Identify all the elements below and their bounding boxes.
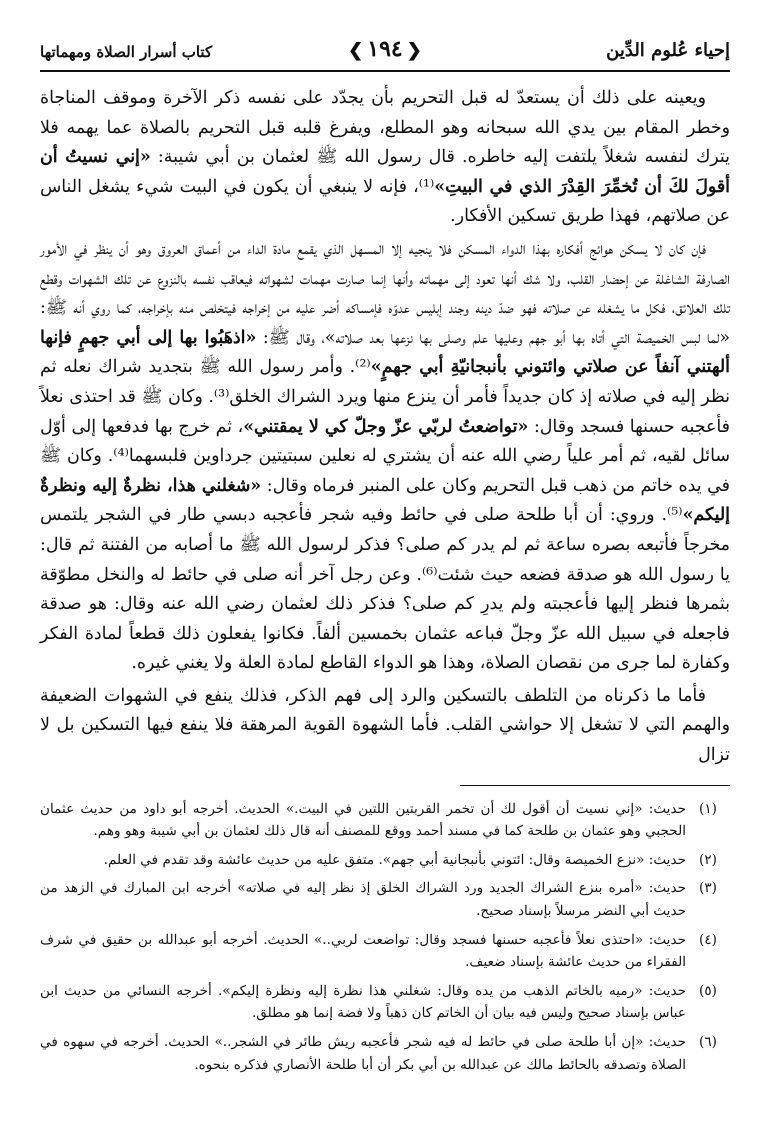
footnote-number: (١) bbox=[699, 800, 717, 817]
text-run: ، ثم خرج بها فدفعها إلى أوّل سائل لقيه، ثم أمر علياً رضي الله عنه أن يشتري له نعلين سبتيتين جرداوين فلبسهما⁽⁴⁾. وكان ﷺ في يده خاتم من ذهب قبل التحريم وكان على المنبر فرماه وقال: bbox=[40, 416, 730, 496]
footnote bbox=[40, 929, 730, 974]
footnote-text: حديث: «نزع الخميصة وقال: ائتوني بأنبجانية أبي جهم». متفق عليه من حديث عائشة وقد تقدم في العلم. bbox=[103, 851, 686, 868]
hadith-quote: «شغلني هذا، نظرةٌ إليه ونظرةٌ إليكم» bbox=[40, 475, 730, 526]
text-run: ⁽¹⁾، فإنه لا ينبغي أن يكون في البيت شيء يشغل الناس عن صلاتهم، فهذا طريق تسكين الأفكار. bbox=[40, 176, 730, 227]
main-text bbox=[40, 84, 730, 771]
paragraph bbox=[40, 235, 730, 679]
text-run: ⁽⁵⁾. وروي: أن أبا طلحة صلى في حائط وفيه شجر فأعجبه دبسي طار في الشجر يلتمس مخرجاً فأتبعه بصره ساعة ثم لم يدر كم صلى؟ فذكر لرسول الله ﷺ ما أصابه من الفتنة ثم قال: يا رسول الله هو صدقة فضعه حيث شئت⁽⁶⁾. وعن رجل آخر أنه صلى في حائط له والنخل مطوّقة بثمرها فنظر إليها فأعجبته ولم يدرِ كم صلى؟ فذكر ذلك لعثمان رضي الله عنه وقال: هو صدقة فاجعله في سبيل الله عزّ وجلّ فباعه عثمان بخمسين ألفاً. فكانوا يفعلون ذلك قطعاً لمادة الفكر وكفارة لما جرى من نقصان الصلاة، وهذا هو الدواء القاطع لمادة العلة ولا يغني غيره. bbox=[40, 505, 731, 674]
running-header bbox=[40, 34, 730, 72]
paragraph bbox=[40, 84, 730, 232]
page-number: ١٩٤ bbox=[367, 36, 403, 62]
footnote-number: (٢) bbox=[699, 851, 717, 868]
footnotes bbox=[40, 798, 730, 1077]
chapter-title: كتاب أسرار الصلاة ومهماتها bbox=[40, 43, 213, 61]
footnote bbox=[40, 980, 730, 1025]
footnote bbox=[40, 1031, 730, 1076]
book-title: إحياء عُلوم الدِّين bbox=[606, 40, 730, 61]
footnote-number: (٣) bbox=[699, 880, 717, 897]
text-run: فأما ما ذكرناه من التلطف بالتسكين والرد إلى فهم الذكر، فذلك ينفع في الشهوات الضعيفة والهمم التي لا تشغل إلا حواشي القلب. فأما الشهوة القوية المرهقة فلا ينفع فيها التسكين بل لا تزال bbox=[40, 685, 730, 766]
footnote-text: حديث: «إن أبا طلحة صلى في حائط له فيه شجر فأعجبه ريش طائر في الشجر..» الحديث. أخرجه في سهوه في الصلاة وتصدقه بالحائط مالك عن عبدالله بن أبي بكر أن أبا طلحة الأنصاري فذكره بنحوه. bbox=[40, 1034, 686, 1073]
footnote-text: حديث: «إني نسيت أن أقول لك أن تخمر القربتين اللتين في البيت.» الحديث. أخرجه أبو داود من حديث عثمان الحجبي وهو عثمان بن طلحة كما في مسند أحمد ووقع للمصنف أنه قال ذلك لعثمان بن أبي شيبة وهو وهم. bbox=[40, 800, 686, 840]
hadith-quote: «تواضعتُ لربّي عزّ وجلّ كي لا يمقتني» bbox=[243, 416, 529, 437]
footnote-text: حديث: «رميه بالخاتم الذهب من يده وقال: شغلني هذا نظرة إليه ونظرة إليكم». أخرجه النسائي من حديث ابن عباس بإسناد صحيح وليس فيه بيان أن الخاتم كان ذهباً ولا فضة إنما هو مطلق. bbox=[40, 982, 686, 1022]
footnote-separator bbox=[460, 785, 730, 786]
footnote bbox=[40, 798, 730, 843]
footnote-number: (٦) bbox=[699, 1034, 717, 1050]
hadith-quote: «اذهَبُوا بها إلى أبي جهمٍ فإنها ألهتني آنفاً عن صلاتي وائتوني بأنبجانيّةِ أبي جهمٍ» bbox=[40, 327, 730, 378]
text-run: ⁽²⁾. وأمر رسول الله ﷺ بتجديد شراك نعله ثم نظر إليه في صلاته إذ كان جديداً فأمر أن ينزع منها ويرد الشراك الخلق⁽³⁾. وكان ﷺ قد احتذى نعلاً فأعجبه حسنها فسجد وقال: bbox=[40, 357, 731, 437]
page-number-box bbox=[344, 36, 426, 62]
footnote-number: (٤) bbox=[699, 931, 717, 948]
left-ornament-icon: ❮ bbox=[348, 40, 364, 61]
footnote bbox=[40, 877, 730, 922]
text-run: فإن كان لا يسكن هوائج أفكاره بهذا الدواء المسكن فلا ينجيه إلا المسهل الذي يقمع مادة الداء من أعماق العروق وهو أن ينظر في الأمور الصارفة الشاغلة عن إحضار القلب، ولا شك أنها تعود إلى مهماته وأنها إنما صارت مهمات لشهواته فيعاقب نفسه بالنزوع عن تلك الشهوات وقطع تلك العلائق، فكل ما يشغله عن صلاته فهو ضدّ دينه وجند إبليس عدوّه فإمساكه أضر عليه من إخراجه فيتخلص منه بإخراجه، كما روي أنه ﷺ: «لما لبس الخميصة التي أتاه بها أبو جهم وعليها علم وصلى بها نزعها بعد صلاته»، وقال ﷺ: bbox=[40, 238, 731, 348]
right-ornament-icon: ❯ bbox=[406, 40, 422, 61]
footnote-number: (٥) bbox=[699, 982, 717, 999]
text-run: ويعينه على ذلك أن يستعدّ له قبل التحريم بأن يجدّد على نفسه ذكر الآخرة وموقف المناجاة وخطر المقام بين يدي الله سبحانه وهو المطلع، ويفرغ قلبه قبل التحريم بالصلاة عما يهمه فلا يترك لنفسه شغلاً يلتفت إليه خاطره. قال رسول الله ﷺ لعثمان بن أبي شيبة: bbox=[40, 88, 730, 168]
footnote bbox=[40, 849, 730, 872]
hadith-quote: «إني نسيتُ أن أقولَ لكَ أن تُخمِّرَ القِدْرَ الذي في البيتِ» bbox=[40, 147, 730, 197]
footnote-text: حديث: «احتذى نعلاً فأعجبه حسنها فسجد وقال: تواضعت لربي..» الحديث. أخرجه أبو عبدالله بن حقيق في شرف الفقراء من حديث عائشة بإسناد ضعيف. bbox=[40, 931, 686, 971]
paragraph bbox=[40, 682, 730, 771]
footnote-text: حديث: «أمره بنزع الشراك الجديد ورد الشراك الخلق إذ نظر إليه في صلاته» أخرجه ابن المبارك في الزهد من حديث أبي النضر مرسلاً بإسناد صحيح. bbox=[40, 880, 686, 920]
